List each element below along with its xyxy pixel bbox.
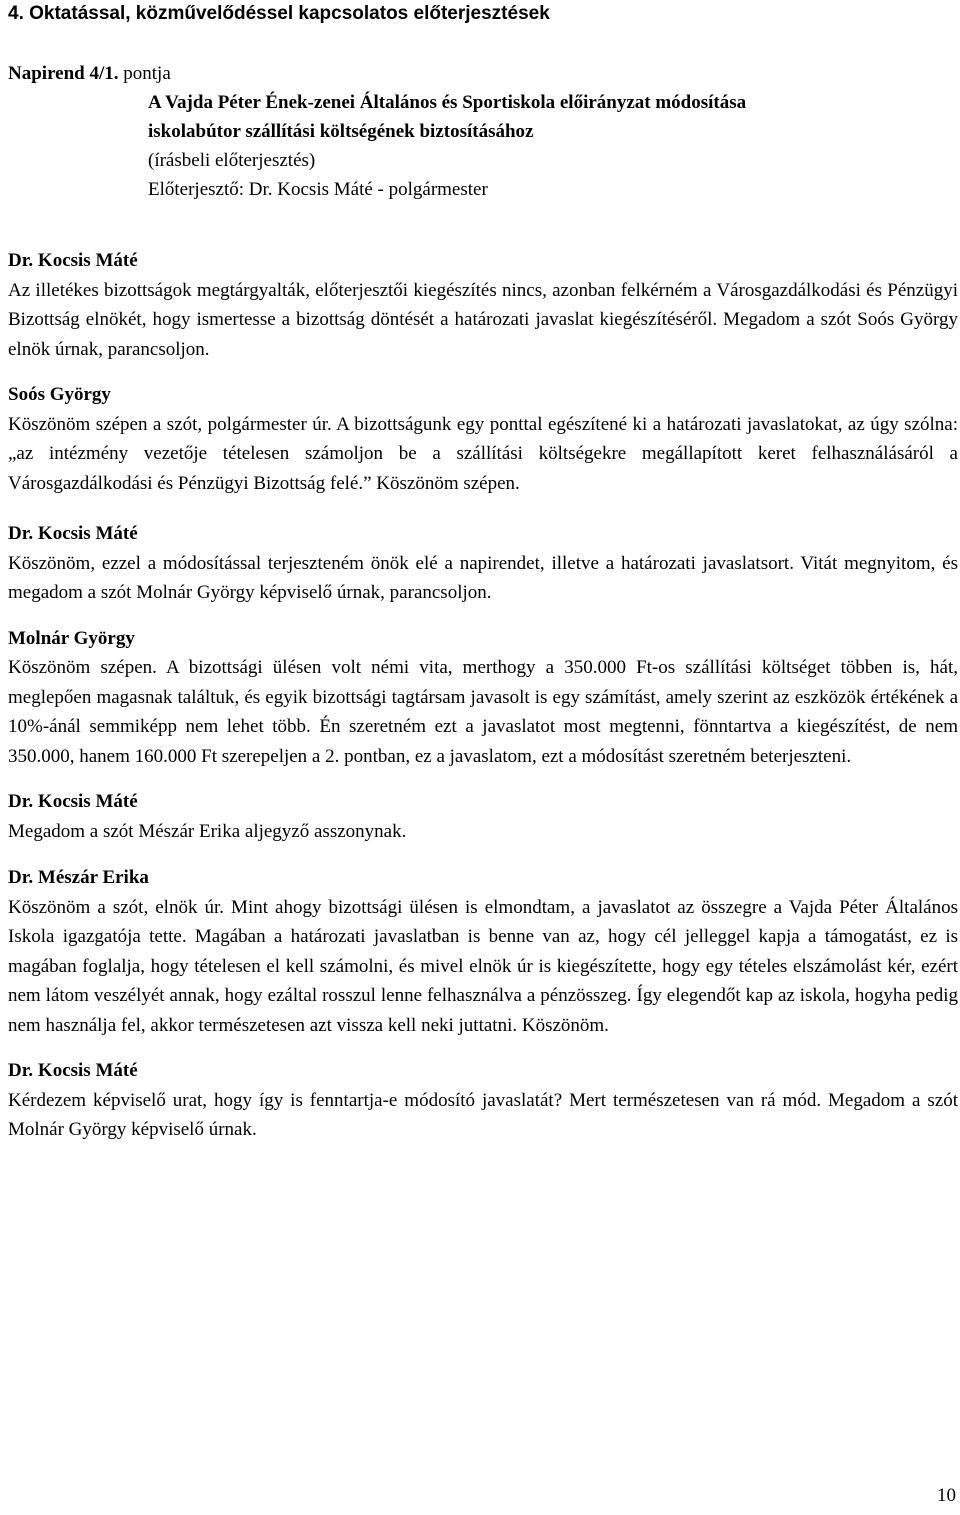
speech-text: Köszönöm szépen. A bizottsági ülésen volt némi vita, merthogy a 350.000 Ft-os szállítási költséget többen is, hát, meglepően magasnak találtuk, és egyik bizottsági tagtársam javasolt is egy számítást, amely szerint az eszközök értékének a 10%-ánál semmiképp nem lehet több. Én szeretném ezt a javaslatot most megtenni, fönntartva a kiegészítést, de nem 350.000, hanem 160.000 Ft szerepeljen a 2. pontban, ez a javaslatom, ezt a módosítást szeretném beterjeszteni. bbox=[8, 657, 958, 767]
speech-block bbox=[8, 380, 958, 498]
speaker-name: Dr. Mészár Erika bbox=[8, 867, 149, 888]
document-page bbox=[8, 0, 958, 1145]
agenda-type: (írásbeli előterjesztés) bbox=[148, 150, 316, 171]
speech-text: Köszönöm a szót, elnök úr. Mint ahogy bizottsági ülésen is elmondtam, a javaslatot az összegre a Vajda Péter Általános Iskola igazgatója tette. Magában a határozati javaslatban is benne van az, hogy cél jelleggel kapja a támogatást, ez is magában foglalja, hogy tételesen el kell számolni, és mivel elnök úr is kiegészítette, hogy egy tételes elszámolást kér, ezért nem látom veszélyét annak, hogy ezáltal rosszul lenne felhasználva a pénzösszeg. Így elegendőt kap az iskola, hogyha pedig nem használja fel, akkor természetesen azt vissza kell neki juttatni. Köszönöm. bbox=[8, 896, 958, 1036]
page-number: 10 bbox=[937, 1485, 956, 1506]
speech-block bbox=[8, 787, 958, 846]
agenda-block bbox=[8, 59, 958, 204]
agenda-title-line1: A Vajda Péter Ének-zenei Általános és Sportiskola előirányzat módosítása bbox=[148, 92, 747, 113]
agenda-label-line bbox=[8, 59, 958, 88]
speech-text: Köszönöm szépen a szót, polgármester úr. A bizottságunk egy ponttal egészítené ki a határozati javaslatokat, az úgy szólna: „az intézmény vezetője tételesen számoljon be a szállítási költségekre megállapított keret felhasználásáról a Városgazdálkodási és Pénzügyi Bizottság felé.” Köszönöm szépen. bbox=[8, 413, 958, 494]
speaker-name: Dr. Kocsis Máté bbox=[8, 1060, 138, 1081]
speech-text: Köszönöm, ezzel a módosítással terjeszteném önök elé a napirendet, illetve a határozati javaslatsort. Vitát megnyitom, és megadom a szót Molnár György képviselő úrnak, parancsoljon. bbox=[8, 552, 958, 603]
speech-text: Kérdezem képviselő urat, hogy így is fenntartja-e módosító javaslatát? Mert természetesen van rá mód. Megadom a szót Molnár György képviselő úrnak. bbox=[8, 1089, 958, 1140]
speech-block bbox=[8, 519, 958, 608]
agenda-presenter: Előterjesztő: Dr. Kocsis Máté - polgármester bbox=[148, 179, 488, 200]
speech-block bbox=[8, 1056, 958, 1145]
agenda-label-suffix: pontja bbox=[118, 63, 171, 84]
speaker-name: Dr. Kocsis Máté bbox=[8, 791, 138, 812]
speaker-name: Dr. Kocsis Máté bbox=[8, 250, 138, 271]
speech-text: Megadom a szót Mészár Erika aljegyző asszonynak. bbox=[8, 820, 407, 842]
speech-text: Az illetékes bizottságok megtárgyalták, előterjesztői kiegészítés nincs, azonban felkérném a Városgazdálkodási és Pénzügyi Bizottság elnökét, hogy ismertesse a bizottság döntését a határozati javaslat kiegészítéséről. Megadom a szót Soós György elnök úrnak, parancsoljon. bbox=[8, 279, 958, 360]
speech-block bbox=[8, 624, 958, 772]
speaker-name: Molnár György bbox=[8, 627, 135, 649]
speech-block bbox=[8, 246, 958, 364]
speech-block bbox=[8, 863, 958, 1040]
agenda-label: Napirend 4/1. bbox=[8, 63, 119, 84]
agenda-title-line2: iskolabútor szállítási költségének biztosításához bbox=[148, 121, 534, 142]
speaker-name: Dr. Kocsis Máté bbox=[8, 523, 138, 544]
speaker-name: Soós György bbox=[8, 384, 111, 405]
section-heading: 4. Oktatással, közművelődéssel kapcsolatos előterjesztések bbox=[8, 3, 550, 24]
